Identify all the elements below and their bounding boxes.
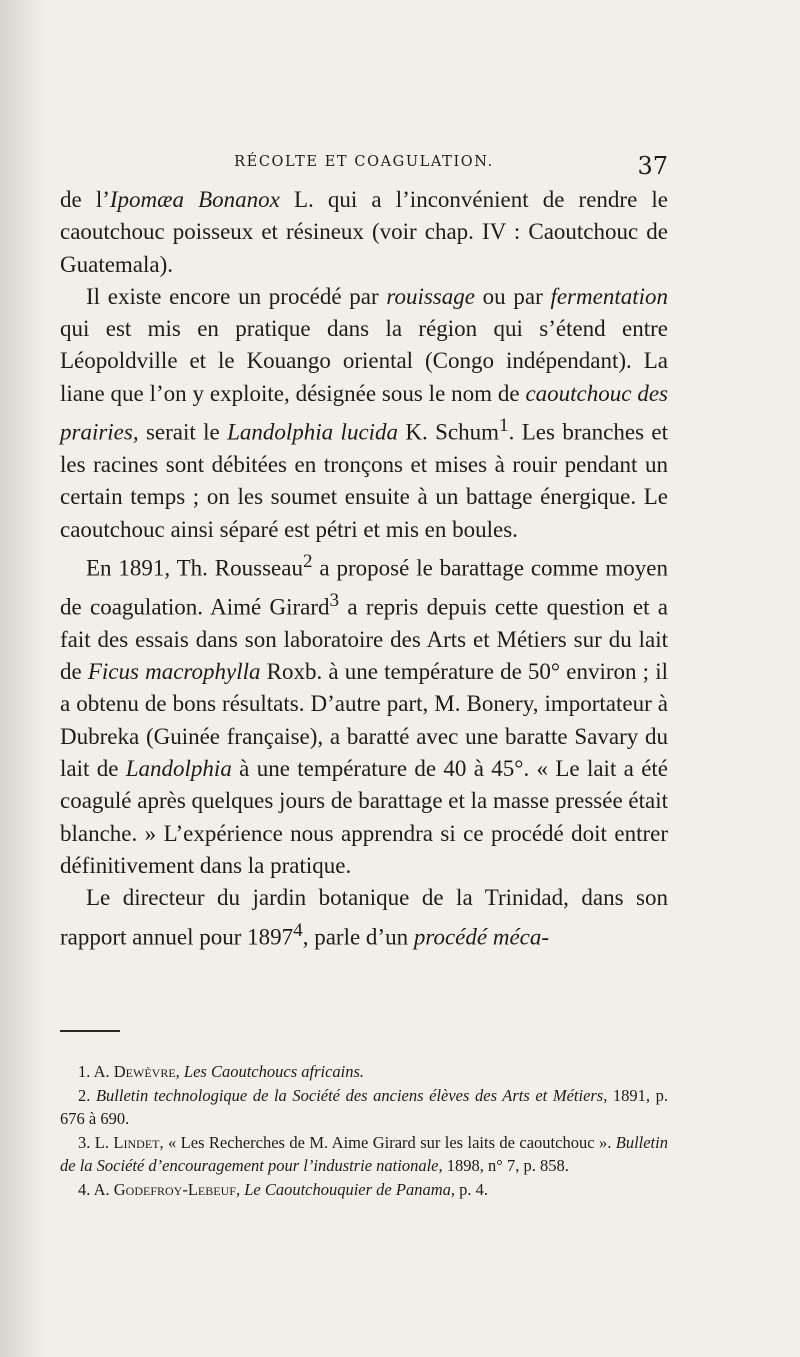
author-name: Dewèvre: [113, 1062, 176, 1081]
italic-text: Les Caoutchoucs africains.: [183, 1062, 365, 1081]
italic-text: caoutchouc des prairies,: [60, 380, 668, 445]
text-run: qui est mis en pratique dans la région qui s’étend entre Léopoldville et le Kouango oriental (Congo indépendant). La liane que l’on y exploite, désignée sous le nom de: [60, 316, 668, 406]
italic-text: Ipomæa Bonanox: [109, 187, 280, 212]
running-head: RÉCOLTE ET COAGULATION.: [234, 154, 494, 170]
paragraph: [60, 882, 668, 953]
text-run: a repris depuis cette question et a fait des essais dans son laboratoire des Arts et Métiers sur du lait de: [60, 594, 668, 685]
footnote-ref: 1: [499, 415, 509, 437]
paragraph: [60, 184, 668, 281]
text-run: L. qui a l’inconvénient de rendre le caoutchouc poisseux et résineux (voir chap. IV : Caoutchouc de Guatemala).: [60, 187, 669, 277]
footnote: [60, 1131, 668, 1178]
text-run: , parle d’un: [302, 924, 414, 950]
italic-text: procédé méca-: [413, 924, 550, 950]
footnote-ref: 2: [302, 550, 313, 572]
italic-text: Bulletin de la Société d’encouragement pour l’industrie nationale,: [60, 1132, 668, 1176]
text-run: de l’: [60, 187, 110, 212]
footnotes: [60, 1060, 668, 1202]
text-run: K. Schum: [398, 419, 500, 445]
italic-text: Ficus macrophylla: [87, 659, 261, 685]
footnote: [60, 1178, 668, 1202]
footnote: [60, 1060, 668, 1084]
text-run: ,: [235, 1179, 245, 1199]
italic-text: Landolphia: [125, 756, 232, 782]
page-gutter-shadow: [0, 0, 46, 1357]
italic-text: Landolphia lucida: [227, 419, 399, 445]
footnote-ref: 4: [293, 919, 303, 941]
text-run: ,: [175, 1062, 184, 1081]
text-run: 3. L.: [78, 1132, 114, 1152]
text-run: , « Les Recherches de M. Aime Girard sur les laits de caoutchouc ».: [159, 1132, 616, 1152]
footnote-rule: [60, 1030, 120, 1032]
text-run: . Les branches et les racines sont débitées en tronçons et mises à rouir pendant un certain temps ; on les soumet ensuite à un battage énergique. Le caoutchouc ainsi séparé est pétri et mis en boules.: [60, 419, 669, 542]
text-run: 2.: [78, 1085, 96, 1105]
text-run: Roxb. à une température de 50° environ ; il a obtenu de bons résultats. D’autre part, M. Bonery, importateur à Dubreka (Guinée française), a baratté avec une baratte Savary du lait de: [60, 659, 668, 782]
text-run: 1. A.: [78, 1062, 114, 1081]
text-run: 1898, n° 7, p. 858.: [442, 1156, 569, 1176]
text-run: à une température de 40 à 45°. « Le lait a été coagulé après quelques jours de barattage et la masse pressée était blanche. » L’expérience nous apprendra si ce procédé doit entrer définitivement dans la pratique.: [60, 756, 668, 878]
author-name: Godefroy-Lebeuf: [113, 1179, 236, 1199]
italic-text: Bulletin technologique de la Société des anciens élèves des Arts et Métiers,: [95, 1085, 608, 1105]
text-run: 1891, p. 676 à 690.: [60, 1085, 669, 1129]
text-run: serait le: [138, 419, 228, 445]
text-run: a proposé le barattage comme moyen de coagulation. Aimé Girard: [60, 555, 668, 620]
paragraph: [60, 546, 668, 882]
text-run: En 1891, Th. Rousseau: [86, 555, 303, 581]
text-run: ou par: [474, 283, 551, 309]
author-name: Lindet: [113, 1132, 160, 1152]
italic-text: Le Caoutchouquier de Panama,: [244, 1179, 455, 1199]
text-run: p. 4.: [455, 1179, 488, 1199]
italic-text: rouissage: [386, 283, 475, 309]
text-run: 4. A.: [78, 1179, 114, 1199]
paragraph: [60, 281, 668, 546]
italic-text: fermentation: [550, 283, 668, 309]
text-run: Le directeur du jardin botanique de la Trinidad, dans son rapport annuel pour 1897: [60, 885, 668, 950]
footnote-ref: 3: [329, 589, 340, 611]
body-text: [60, 184, 668, 953]
page-header: [60, 152, 668, 182]
page-number: 37: [637, 152, 668, 180]
text-run: Il existe encore un procédé par: [86, 283, 387, 309]
footnote: [60, 1084, 668, 1131]
